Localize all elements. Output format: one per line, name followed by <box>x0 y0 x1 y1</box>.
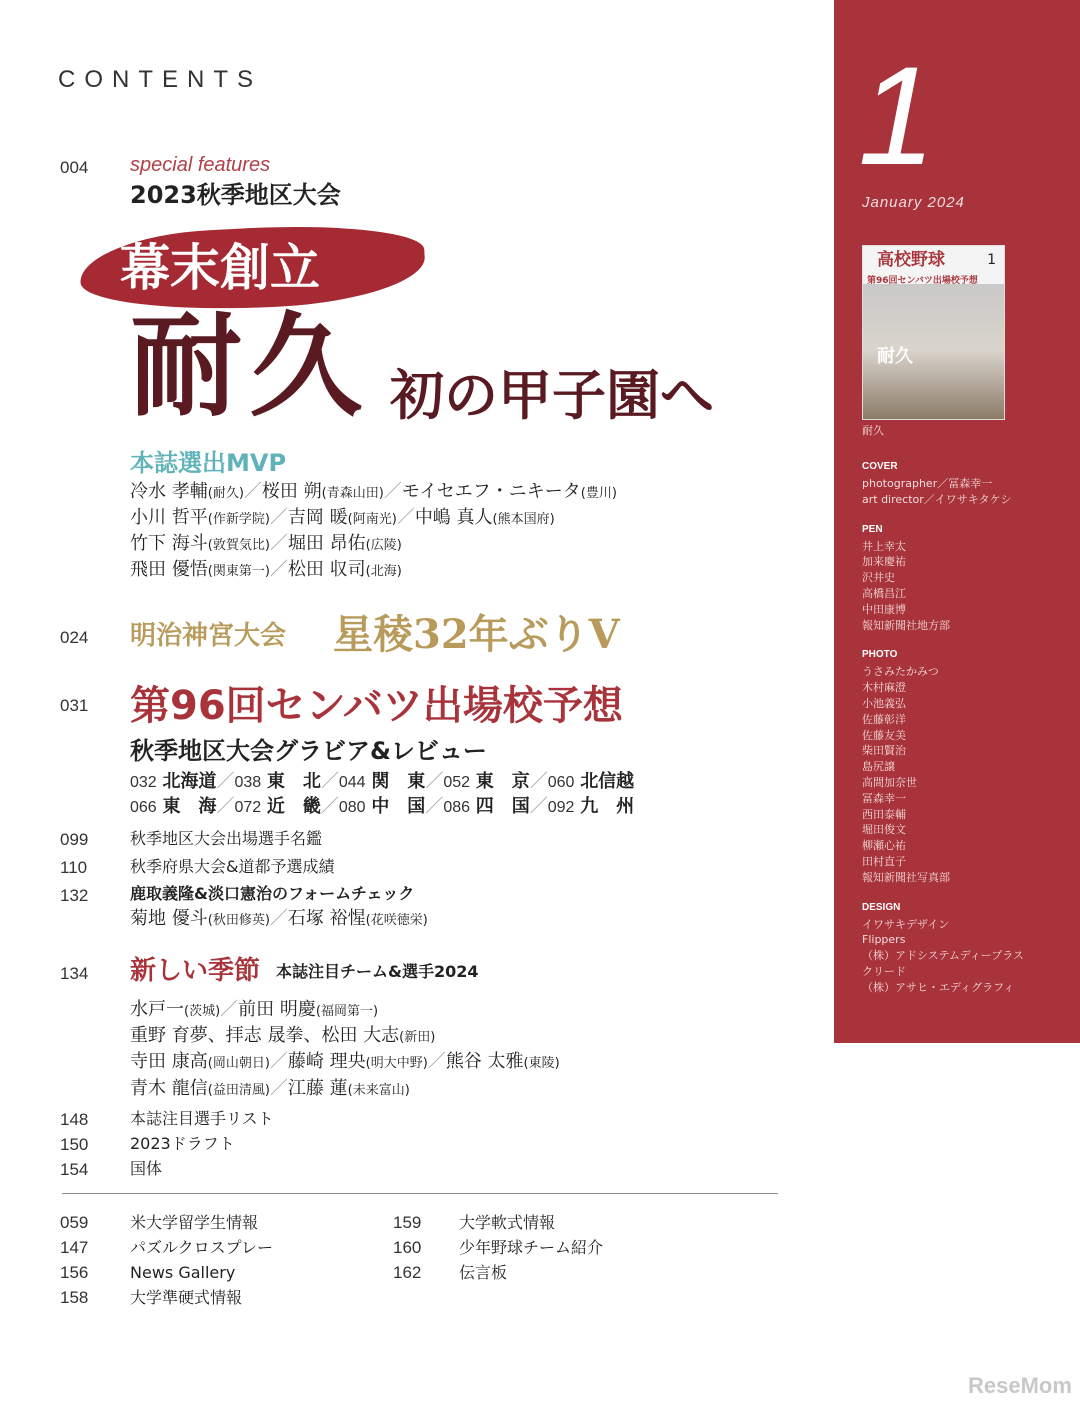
watermark-logo: ReseMom <box>968 1373 1072 1398</box>
credit-line: 小池義弘 <box>862 697 906 710</box>
school-text: 広陵 <box>370 538 397 553</box>
page-number: 059 <box>60 1213 89 1232</box>
school-text: 東陵 <box>528 1056 555 1071</box>
school-name: (明大中野) <box>365 1056 428 1071</box>
separator: ／ <box>425 796 444 817</box>
school-text: 熊本国府 <box>497 512 550 527</box>
school-text: 岡山朝日 <box>212 1056 265 1071</box>
credit-line: 冨森幸一 <box>862 791 906 805</box>
credit-line: 佐藤彰洋 <box>862 712 906 726</box>
school-name: (熊本国府) <box>492 512 555 527</box>
page-number: 162 <box>393 1263 422 1282</box>
credit-line: 島尻譲 <box>862 760 895 774</box>
school-name: (新田) <box>399 1030 436 1045</box>
person-name: 堀田 昂佑 <box>287 533 366 554</box>
meiji-label: 明治神宮大会 <box>130 621 287 651</box>
person-name: 寺田 康高 <box>130 1051 208 1072</box>
page-number: 024 <box>60 628 89 647</box>
region-row <box>130 796 634 818</box>
person-name: 藤崎 理央 <box>287 1051 366 1072</box>
headline-sub: 初の甲子園へ <box>390 363 714 427</box>
school-text: 作新学院 <box>212 512 265 527</box>
page-number: 159 <box>393 1213 422 1232</box>
school-text: 益田清風 <box>212 1083 265 1098</box>
person-name: 熊谷 太雅 <box>445 1051 524 1072</box>
region-page: 080 <box>338 799 366 816</box>
person-name: 吉岡 暖 <box>287 507 348 528</box>
issue-date: January 2024 <box>862 194 965 211</box>
page-number: 132 <box>60 886 89 905</box>
toc-item: News Gallery <box>130 1263 236 1282</box>
person-name: 竹下 海斗 <box>130 533 208 554</box>
credit-line: 高橋昌江 <box>862 587 906 600</box>
credit-line: 田村直子 <box>862 855 906 868</box>
credit-line: 木村麻澄 <box>862 681 906 695</box>
credit-line: うさみたかみつ <box>862 665 939 679</box>
person-name: 青木 龍信 <box>130 1078 208 1099</box>
page-number: 147 <box>60 1238 89 1257</box>
credit-line: 報知新聞社写真部 <box>862 870 950 884</box>
credit-line: クリード <box>862 965 906 978</box>
name-row <box>130 908 428 930</box>
page-number: 099 <box>60 830 89 849</box>
toc-item: 2023ドラフト <box>130 1134 235 1153</box>
person-name: 前田 明慶 <box>238 999 316 1020</box>
school-name: (茨城) <box>184 1004 221 1019</box>
person-name: 重野 育夢、拝志 晟拳、松田 大志 <box>130 1025 400 1046</box>
credit-line: （株）アドシステムディープラス <box>862 949 1024 963</box>
credit-line: 西田泰輔 <box>862 807 906 821</box>
toc-item: 国体 <box>130 1159 163 1178</box>
person-name: モイセエフ・ニキータ <box>401 481 581 502</box>
cover-word: 耐久 <box>877 346 913 367</box>
school-text: 耐久 <box>212 486 239 501</box>
separator: ／ <box>269 507 288 528</box>
feature-title: 2023秋季地区大会 <box>130 181 341 209</box>
separator: ／ <box>269 559 288 580</box>
credit-heading: DESIGN <box>862 901 901 913</box>
region-name: 近 畿 <box>266 796 321 817</box>
region-name: 四 国 <box>475 796 530 817</box>
page-number: 110 <box>60 858 88 877</box>
school-name: (東陵) <box>523 1056 560 1071</box>
credit-line: 堀田俊文 <box>862 823 906 837</box>
school-text: 青森山田 <box>326 486 379 501</box>
separator: ／ <box>427 1051 446 1072</box>
person-name: 松田 収司 <box>287 559 366 580</box>
cover-title: 高校野球 <box>877 250 945 270</box>
person-name: 水戸一 <box>130 999 184 1020</box>
school-name: (阿南光) <box>347 512 397 527</box>
school-text: 北海 <box>370 564 397 579</box>
region-name: 九 州 <box>580 796 635 817</box>
person-name: 飛田 優悟 <box>130 559 208 580</box>
page-number: 150 <box>60 1135 89 1154</box>
credit-line: 井上幸太 <box>862 539 906 553</box>
toc-item: 伝言板 <box>459 1263 508 1282</box>
region-row <box>130 771 634 793</box>
mvp-title: 本誌選出MVP <box>130 449 287 477</box>
credit-heading: PHOTO <box>862 649 898 661</box>
cover-subtitle: 第96回センバツ出場校予想 <box>867 276 978 286</box>
credit-line: 高間加奈世 <box>862 776 917 789</box>
school-text: 茨城 <box>189 1004 216 1019</box>
person-name: 冷水 孝輔 <box>130 481 208 502</box>
separator: ／ <box>269 1051 288 1072</box>
credit-line: photographer／冨森幸一 <box>862 477 993 490</box>
name-row <box>130 1025 435 1047</box>
person-name: 中嶋 真人 <box>414 507 493 528</box>
toc-item: 大学軟式情報 <box>459 1213 556 1232</box>
credit-line: イワサキデザイン <box>862 917 950 931</box>
separator: ／ <box>216 796 235 817</box>
page-number: 134 <box>60 964 89 983</box>
region-page: 052 <box>443 774 471 791</box>
school-name: (青森山田) <box>321 486 384 501</box>
person-name: 江藤 蓮 <box>287 1078 348 1099</box>
person-name: 桜田 朔 <box>261 481 322 502</box>
credit-line: 中田康博 <box>862 602 906 616</box>
region-page: 060 <box>547 774 575 791</box>
credit-line: 加来慶祐 <box>862 555 906 569</box>
credit-line: 報知新聞社地方部 <box>862 618 950 632</box>
region-name: 北信越 <box>580 771 635 792</box>
toc-item: 秋季地区大会出場選手名鑑 <box>130 829 323 848</box>
school-text: 秋田修英 <box>212 913 265 928</box>
person-name: 石塚 裕惺 <box>287 908 366 929</box>
cover-number: 1 <box>987 252 996 268</box>
separator: ／ <box>320 771 339 792</box>
headline-main: 耐久 <box>130 301 370 432</box>
region-page: 032 <box>130 774 157 791</box>
school-name: (福岡第一) <box>315 1004 379 1019</box>
page-number: 004 <box>60 158 89 177</box>
school-name: (敦賀気比) <box>207 538 270 553</box>
separator: ／ <box>396 507 415 528</box>
toc-item: パズルクロスプレー <box>130 1238 274 1257</box>
school-name: (益田清風) <box>207 1083 270 1098</box>
school-text: 未来富山 <box>352 1083 405 1098</box>
separator: ／ <box>529 796 548 817</box>
contents-heading: CONTENTS <box>58 66 262 93</box>
separator: ／ <box>529 771 548 792</box>
name-row <box>130 1078 410 1100</box>
name-row <box>130 999 378 1021</box>
separator: ／ <box>220 999 239 1020</box>
credit-line: Flippers <box>862 933 906 947</box>
senbatsu-title: 第96回センバツ出場校予想 <box>130 683 623 729</box>
school-name: (関東第一) <box>207 564 270 579</box>
shin-title: 新しい季節 <box>130 956 261 986</box>
shin-subtitle: 本誌注目チーム&選手2024 <box>276 962 479 981</box>
region-page: 038 <box>234 774 262 791</box>
toc-item: 大学準硬式情報 <box>130 1288 243 1307</box>
region-page: 044 <box>338 774 366 791</box>
separator: ／ <box>216 771 235 792</box>
region-page: 086 <box>443 799 471 816</box>
school-text: 福岡第一 <box>320 1004 373 1019</box>
school-text: 花咲徳栄 <box>370 913 423 928</box>
person-name: 小川 哲平 <box>130 507 208 528</box>
page-number: 148 <box>60 1110 89 1129</box>
toc-item: 秋季府県大会&道都予選成績 <box>130 857 335 876</box>
divider <box>62 1193 778 1194</box>
page-number: 156 <box>60 1263 89 1282</box>
separator: ／ <box>269 908 288 929</box>
toc-item: 米大学留学生情報 <box>130 1213 259 1232</box>
credit-line: art director／イワサキタケシ <box>862 492 1012 506</box>
name-row <box>130 1051 560 1073</box>
school-text: 関東第一 <box>212 564 265 579</box>
page-number: 154 <box>60 1160 89 1179</box>
meiji-headline: 星稜32年ぶりV <box>333 611 620 658</box>
page-number: 160 <box>393 1238 422 1257</box>
cover-caption: 耐久 <box>862 424 884 437</box>
credit-line: 沢井史 <box>862 571 895 585</box>
school-text: 敦賀気比 <box>212 538 265 553</box>
credit-line: 佐藤友美 <box>862 728 906 742</box>
region-name: 東 海 <box>162 796 217 817</box>
region-name: 関 東 <box>371 771 426 792</box>
region-page: 072 <box>234 799 262 816</box>
school-text: 明大中野 <box>370 1056 423 1071</box>
senbatsu-subtitle: 秋季地区大会グラビア&レビュー <box>130 737 487 765</box>
region-name: 北海道 <box>162 771 217 792</box>
school-text: 新田 <box>404 1030 431 1045</box>
name-row <box>130 507 555 529</box>
credit-line: 柳瀬心祐 <box>862 839 906 853</box>
school-name: (北海) <box>365 564 402 579</box>
page-number: 158 <box>60 1288 89 1307</box>
separator: ／ <box>320 796 339 817</box>
school-name: (耐久) <box>207 486 244 501</box>
cover-thumbnail <box>862 245 1005 420</box>
region-page: 092 <box>547 799 575 816</box>
separator: ／ <box>269 1078 288 1099</box>
credit-heading: PEN <box>862 523 883 535</box>
school-name: (秋田修英) <box>207 913 270 928</box>
page-number: 031 <box>60 696 89 715</box>
separator: ／ <box>243 481 262 502</box>
separator: ／ <box>269 533 288 554</box>
toc-item: 鹿取義隆&淡口憲治のフォームチェック <box>130 884 415 903</box>
school-name: (広陵) <box>365 538 402 553</box>
school-text: 阿南光 <box>352 512 392 527</box>
school-text: 豊川 <box>585 486 612 501</box>
name-row <box>130 533 402 555</box>
region-name: 東 京 <box>475 771 530 792</box>
toc-item: 本誌注目選手リスト <box>130 1109 274 1128</box>
headline-top: 幕末創立 <box>120 238 320 297</box>
issue-number: 1 <box>858 37 936 194</box>
toc-item: 少年野球チーム紹介 <box>459 1238 604 1257</box>
section-label: special features <box>130 154 271 176</box>
school-name: (花咲徳栄) <box>365 913 428 928</box>
school-name: (作新学院) <box>207 512 270 527</box>
school-name: (未来富山) <box>347 1083 410 1098</box>
name-row <box>130 481 617 503</box>
region-name: 中 国 <box>371 796 426 817</box>
credit-line: 柴田賢治 <box>862 744 906 758</box>
credit-line: （株）アサヒ・エディグラフィ <box>862 980 1015 994</box>
separator: ／ <box>383 481 402 502</box>
credit-heading: COVER <box>862 461 898 472</box>
region-name: 東 北 <box>266 771 321 792</box>
region-page: 066 <box>130 799 157 816</box>
person-name: 菊地 優斗 <box>130 908 208 929</box>
name-row <box>130 559 402 581</box>
school-name: (豊川) <box>580 486 617 501</box>
separator: ／ <box>425 771 444 792</box>
school-name: (岡山朝日) <box>207 1056 270 1071</box>
